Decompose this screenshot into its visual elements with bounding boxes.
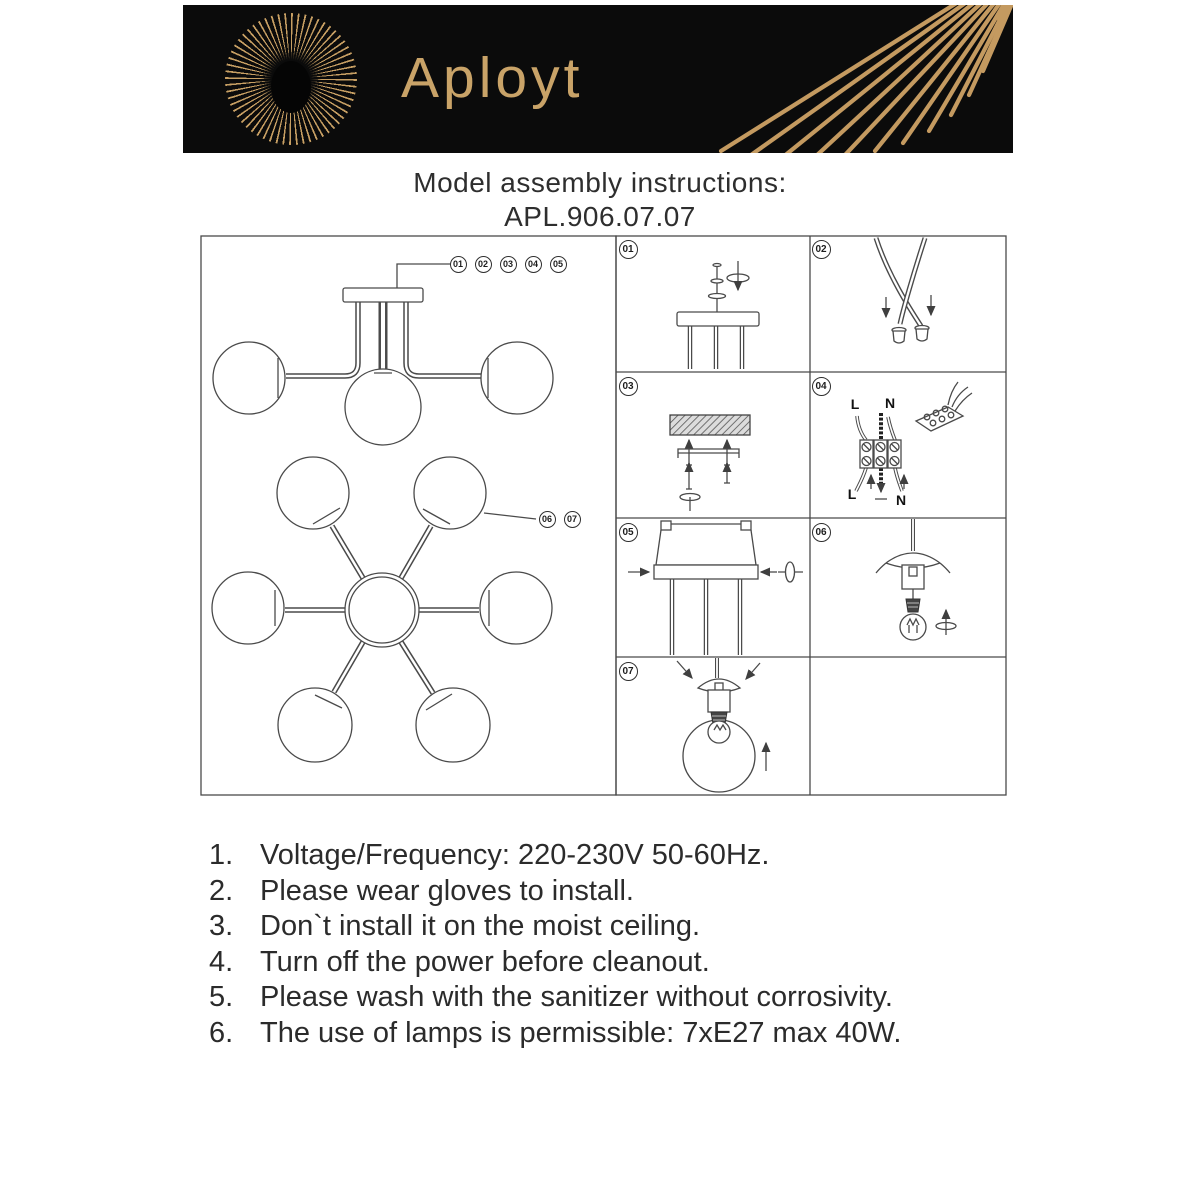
instruction-number: 1. [209,839,234,871]
step-badge: 04 [812,377,831,396]
diagram-graphics [200,235,1007,796]
instruction-number: 2. [209,874,234,907]
callout-badge: 01 [450,256,467,273]
callout-badge: 06 [539,511,556,528]
instruction-text: The use of lamps is permissible: 7xE27 max 40W. [260,1016,902,1049]
instruction-item [209,1016,1069,1052]
wiring-label-l-top: L [850,396,860,412]
title-block [0,166,1200,233]
instruction-item [209,945,1069,981]
instruction-text: Turn off the power before cleanout. [260,945,710,978]
instruction-number: 3. [209,910,234,942]
step-badge: 06 [812,523,831,542]
instruction-text: Voltage/Frequency: 220-230V 50-60Hz. [260,839,770,871]
wiring-label-n-top: N [884,395,896,411]
page-title: Model assembly instructions: [413,167,787,198]
instruction-item [209,980,1069,1016]
step-badge: 02 [812,240,831,259]
step-badge: 05 [619,523,638,542]
instruction-item [209,874,1069,910]
callout-badge: 03 [500,256,517,273]
step-badge: 07 [619,662,638,681]
model-number: APL.906.07.07 [504,201,696,232]
wiring-label-l-bottom: L [847,486,857,502]
callout-badge: 05 [550,256,567,273]
instructions-list [209,838,1069,1051]
wiring-label-n-bottom: N [895,492,907,508]
assembly-diagram [200,235,1007,796]
brand-banner [183,5,1013,153]
step-badge: 03 [619,377,638,396]
rays-decoration-icon [703,5,1013,153]
instruction-text: Don`t install it on the moist ceiling. [260,910,701,942]
instruction-text: Please wash with the sanitizer without corrosivity. [260,981,893,1013]
instruction-number: 5. [209,981,234,1013]
callout-badge: 04 [525,256,542,273]
instruction-number: 4. [209,945,234,978]
instruction-item [209,909,1069,945]
instruction-number: 6. [209,1016,234,1049]
instruction-text: Please wear gloves to install. [260,874,634,907]
callout-badge: 02 [475,256,492,273]
step-badge: 01 [619,240,638,259]
instruction-item [209,838,1069,874]
callout-badge: 07 [564,511,581,528]
starburst-core [271,61,311,113]
brand-wordmark: Aployt [401,46,584,110]
